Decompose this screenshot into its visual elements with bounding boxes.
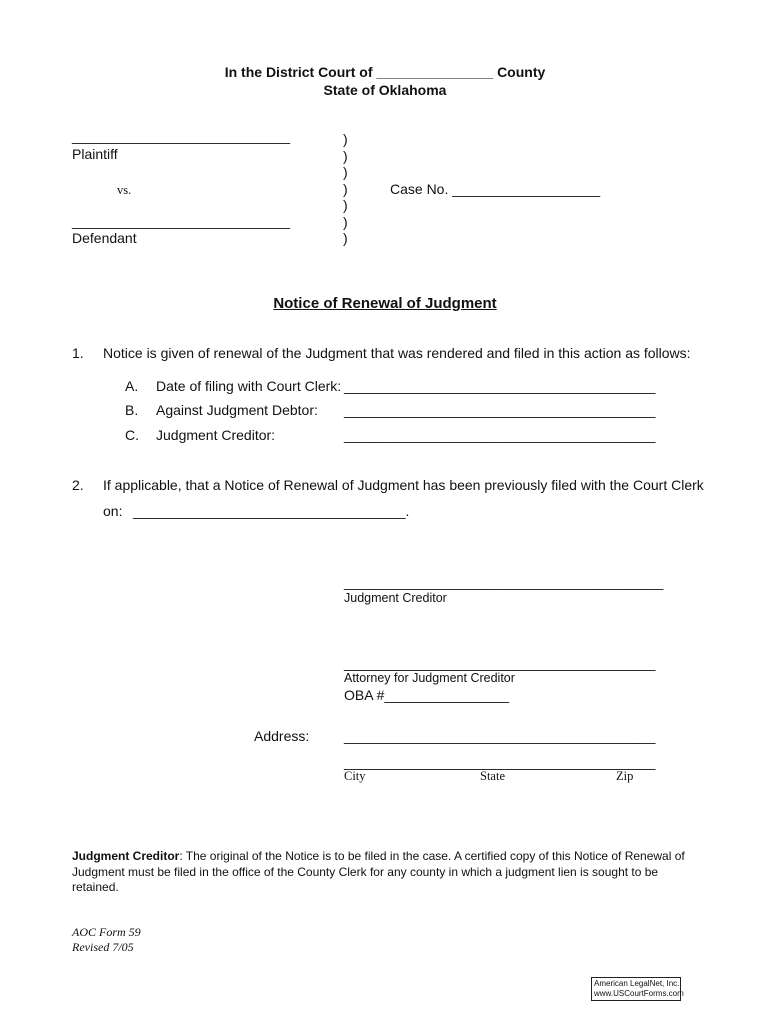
item1-b-label: Against Judgment Debtor: — [156, 402, 318, 418]
paren: ) — [343, 197, 348, 213]
oba-number-field[interactable]: OBA #________________ — [344, 687, 510, 703]
item1-number: 1. — [72, 345, 84, 361]
item2-on-label: on: — [103, 503, 123, 519]
item2-text: If applicable, that a Notice of Renewal of Judgment has been previously filed with the Court Clerk — [103, 477, 704, 493]
address-line1-field[interactable]: ________________________________________ — [344, 728, 656, 744]
paren: ) — [343, 213, 348, 230]
plaintiff-label: Plaintiff — [72, 146, 118, 162]
paren: ) — [343, 180, 348, 197]
defendant-line[interactable]: ____________________________ — [72, 213, 291, 229]
creditor-signature-line[interactable]: _________________________________________ — [344, 574, 664, 590]
publisher-name: American LegalNet, Inc. — [594, 979, 680, 988]
filing-instructions-note — [72, 849, 692, 896]
paren: ) — [343, 164, 348, 180]
form-number: AOC Form 59 — [72, 925, 141, 939]
form-id — [72, 925, 141, 955]
paren: ) — [343, 131, 348, 147]
note-lead: Judgment Creditor — [72, 849, 180, 863]
address-line2-field[interactable]: ________________________________________ — [344, 754, 656, 770]
zip-label: Zip — [616, 769, 634, 783]
note-text: : The original of the Notice is to be filed in the case. A certified copy of this Notice of Renewal of Judgment must be filed in the office of the County Clerk for any county in which a judgment lien is sought to be retained. — [72, 849, 685, 894]
item1-text: Notice is given of renewal of the Judgment that was rendered and filed in this action as follows: — [103, 345, 691, 361]
form-revision: Revised 7/05 — [72, 940, 134, 954]
attorney-signature-line[interactable]: ________________________________________ — [344, 655, 656, 671]
defendant-label: Defendant — [72, 230, 137, 246]
item1-a-letter: A. — [125, 378, 139, 394]
court-header-line1: In the District Court of _______________ County — [224, 64, 546, 80]
judgment-debtor-field[interactable]: ________________________________________ — [344, 402, 656, 418]
publisher-stamp — [591, 977, 684, 1001]
creditor-signature-label: Judgment Creditor — [344, 591, 447, 605]
item2-number: 2. — [72, 477, 84, 493]
city-label: City — [344, 769, 366, 783]
item1-c-letter: C. — [125, 427, 139, 443]
item1-b-letter: B. — [125, 402, 139, 418]
address-label: Address: — [254, 728, 310, 744]
caption-parens — [343, 131, 348, 247]
state-label: State — [480, 769, 505, 783]
paren: ) — [343, 147, 348, 164]
judgment-creditor-field[interactable]: ________________________________________ — [344, 427, 656, 443]
court-header-line2: State of Oklahoma — [323, 82, 447, 98]
item1-a-label: Date of filing with Court Clerk: — [156, 378, 342, 394]
attorney-signature-label: Attorney for Judgment Creditor — [344, 671, 515, 685]
paren: ) — [343, 230, 348, 246]
publisher-url: www.USCourtForms.com — [594, 989, 684, 998]
item1-c-label: Judgment Creditor: — [156, 427, 276, 443]
case-number-field[interactable]: Case No. ___________________ — [390, 181, 601, 197]
previous-filing-date-field[interactable]: ___________________________________. — [133, 503, 410, 519]
plaintiff-line[interactable]: ____________________________ — [72, 128, 291, 144]
vs-label: vs. — [117, 183, 132, 197]
document-title: Notice of Renewal of Judgment — [273, 295, 497, 312]
filing-date-field[interactable]: ________________________________________ — [344, 378, 656, 394]
